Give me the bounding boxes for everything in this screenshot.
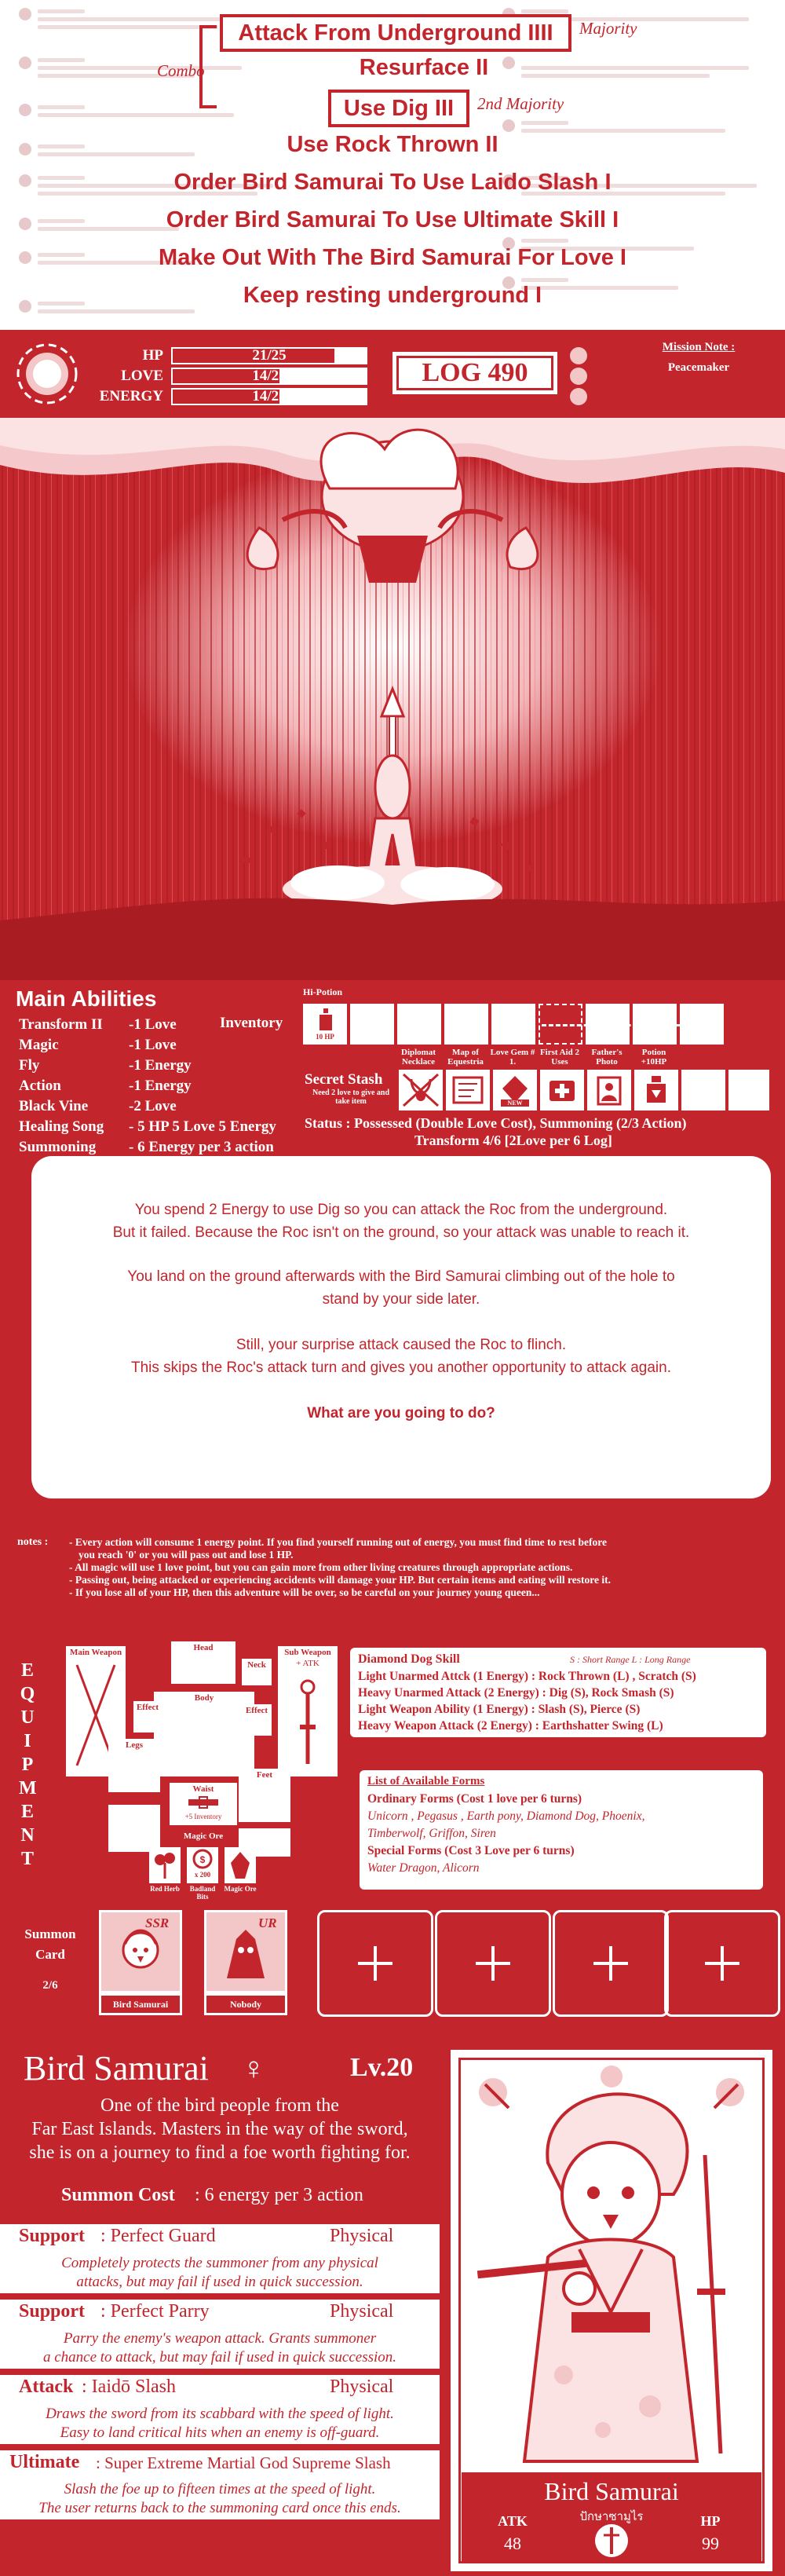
ability-name: Fly (19, 1057, 40, 1074)
ability-row (19, 1078, 192, 1095)
equipment-vertical-label: EQUIPMENT (19, 1660, 37, 1869)
dialog-line: But it failed. Because the Roc isn't on the ground, so your attack was unable to reach it. (112, 1224, 690, 1241)
item-label: Father's Photo (591, 1048, 623, 1067)
equip-slot-legs[interactable] (108, 1739, 160, 1792)
summon-card-bird-samurai[interactable] (99, 1910, 182, 2015)
skill-line: Light Unarmed Attck (1 Energy) : Rock Thrown (L) , Scratch (S) (358, 1670, 696, 1683)
ability-name: Magic (19, 1037, 59, 1053)
summon-name: Bird Samurai (24, 2049, 209, 2088)
skill-name: : Perfect Parry (100, 2301, 210, 2322)
main-abilities-title: Main Abilities (16, 986, 157, 1011)
crystal-icon (225, 1847, 256, 1883)
inventory-slot[interactable] (444, 1004, 488, 1045)
vote-option-3: Use Dig III (328, 90, 469, 127)
atk-value: 48 (504, 2534, 521, 2553)
summon-description: One of the bird people from the (100, 2095, 339, 2116)
hp-label: HP (142, 347, 163, 364)
item-red-herb[interactable] (149, 1847, 181, 1883)
summon-card-count: 2/6 (42, 1979, 58, 1992)
equip-slot-label: Head (193, 1643, 214, 1652)
stash-slot-necklace[interactable] (399, 1070, 443, 1111)
majority-note: Majority (579, 19, 637, 38)
hp-stat-label: HP (700, 2513, 721, 2529)
ability-cost: -1 Energy (129, 1078, 192, 1094)
special-forms-title: Special Forms (Cost 3 Love per 6 turns) (367, 1844, 575, 1857)
skill-type: Ultimate (9, 2452, 80, 2472)
skill-type: Support (19, 2226, 86, 2246)
equip-slot-label: Sub Weapon (284, 1648, 331, 1657)
herb-icon (149, 1847, 181, 1883)
dialog-line: You spend 2 Energy to use Dig so you can attack the Roc from the underground. (134, 1202, 668, 1218)
badland-bits-label: Badland Bits (189, 1885, 216, 1901)
indicator-dot-icon (570, 368, 587, 385)
hi-potion-hp-tag: 10 HP (316, 1033, 334, 1041)
portrait-name: Bird Samurai (544, 2477, 679, 2505)
item-label: Map of Equestria (447, 1048, 484, 1067)
equipment-panel (0, 1530, 785, 2040)
notes-label: notes : (17, 1536, 49, 1548)
sword-emblem-icon (589, 2521, 634, 2560)
comic-panel (0, 418, 785, 980)
vote-option-2: Resurface II (359, 55, 489, 80)
status-line: Status : Possessed (Double Love Cost), Summoning (2/3 Action) (305, 1115, 687, 1131)
gender-icon: ♀ (242, 2051, 265, 2086)
coin-icon (187, 1847, 218, 1871)
plus-icon (476, 1946, 510, 1981)
note-line: - If you lose all of your HP, then this adventure will be over, so be careful on your journey young queen... (69, 1586, 540, 1598)
summon-slot-empty[interactable] (553, 1910, 669, 2017)
hi-potion-label: Hi-Potion (303, 986, 342, 997)
secret-stash-note: Need 2 love to give and take item (312, 1089, 390, 1106)
equip-slot-label: Waist (192, 1784, 214, 1794)
equip-slot-neck[interactable] (242, 1659, 272, 1685)
ability-name: Transform II (19, 1016, 103, 1033)
story-dialog-box (31, 1156, 771, 1498)
skill-kind: Physical (330, 2226, 394, 2246)
love-label: LOVE (121, 368, 163, 384)
combo-note: Combo (157, 61, 205, 80)
equip-slot-label: Effect (245, 1706, 268, 1715)
equip-slot-extra-left[interactable] (108, 1805, 160, 1852)
bird-samurai-portrait-icon (117, 1927, 164, 1981)
ability-cost: -1 Energy (129, 1057, 192, 1074)
vote-option-7: Make Out With The Bird Samurai For Love I (159, 245, 626, 270)
inventory-slot[interactable] (397, 1004, 441, 1045)
portrait-subtitle: ปักษาซามูไร (579, 2509, 644, 2523)
photo-icon (589, 1071, 630, 1109)
atk-label: ATK (498, 2513, 528, 2529)
skill-desc: attacks, but may fail if used in quick succession. (76, 2274, 363, 2290)
ability-name: Black Vine (19, 1098, 89, 1114)
skill-name: : Super Extreme Martial God Supreme Slash (96, 2453, 391, 2472)
ability-name: Summoning (19, 1139, 97, 1155)
forms-panel (360, 1770, 763, 1890)
potion-icon (317, 1008, 334, 1032)
skill-name: : Iaidō Slash (82, 2377, 176, 2397)
skill-type: Support (19, 2301, 86, 2322)
summon-level: Lv.20 (350, 2053, 414, 2082)
ability-cost: -1 Love (129, 1037, 177, 1053)
ordinary-forms-list: Unicorn , Pegasus , Earth pony, Diamond Dog, Phoenix, (367, 1809, 645, 1823)
vote-results-panel (0, 0, 785, 330)
ability-row (19, 1037, 177, 1054)
stash-slot-potion[interactable] (634, 1070, 678, 1111)
vote-option-6: Order Bird Samurai To Use Ultimate Skill I (166, 207, 619, 232)
vote-option-5: Order Bird Samurai To Use Laido Slash I (173, 170, 612, 195)
summon-slot-empty[interactable] (664, 1910, 780, 2017)
stash-slot-first-aid[interactable] (540, 1070, 584, 1111)
dialog-line: stand by your side later. (322, 1291, 480, 1308)
panel-title: Diamond Dog Skill (358, 1652, 460, 1666)
nobody-portrait-icon (221, 1923, 271, 1986)
ability-name: Action (19, 1078, 61, 1094)
skill-type: Attack (19, 2377, 74, 2397)
love-value: 14/25 (252, 368, 287, 384)
note-line: - Every action will consume 1 energy point. If you find yourself running out of energy, you must find time to rest before (69, 1536, 607, 1548)
card-name: Nobody (206, 1996, 285, 2013)
stash-slot[interactable] (728, 1070, 769, 1111)
mission-note-value: Peacemaker (667, 361, 730, 374)
stash-slot[interactable] (681, 1070, 725, 1111)
special-forms-list: Water Dragon, Alicorn (367, 1861, 480, 1875)
secret-stash-label: Secret Stash (305, 1071, 383, 1088)
new-badge: NEW (507, 1100, 523, 1107)
summon-detail-card (0, 2040, 785, 2576)
summon-description: she is on a journey to find a foe worth fighting for. (29, 2142, 411, 2163)
summon-cost-value: : 6 energy per 3 action (195, 2185, 363, 2205)
plus-icon (593, 1946, 628, 1981)
card-rarity: SSR (145, 1916, 170, 1930)
item-label: Diplomat Necklace (401, 1048, 436, 1067)
summon-card-label: Summon Card (24, 1927, 76, 1962)
summon-description: Far East Islands. Masters in the way of the sword, (31, 2119, 408, 2139)
card-name: Bird Samurai (101, 1996, 180, 2013)
equip-slot-label: Magic Ore (183, 1831, 224, 1841)
skill-kind: Physical (330, 2377, 394, 2397)
equip-slot-stat: + ATK (296, 1659, 319, 1668)
item-label: Love Gem # 1. (490, 1048, 535, 1067)
note-line: - Passing out, being attacked or experiencing accidents will damage your HP. But certain items and eating will restore it. (69, 1574, 611, 1586)
dialog-line: You land on the ground afterwards with the Bird Samurai climbing out of the hole to (127, 1268, 675, 1285)
dialog-question: What are you going to do? (307, 1405, 495, 1422)
skill-line: Heavy Weapon Attack (2 Energy) : Earthshatter Swing (L) (358, 1719, 663, 1733)
inventory-slot[interactable] (491, 1004, 535, 1045)
energy-label: ENERGY (99, 388, 163, 404)
equip-slot-label: Body (194, 1693, 214, 1703)
indicator-dot-icon (570, 388, 587, 405)
equip-slot-feet[interactable] (239, 1769, 290, 1822)
skill-line: Light Weapon Ability (1 Energy) : Slash (S), Pierce (S) (358, 1703, 641, 1716)
equip-slot-sub-weapon[interactable] (278, 1646, 338, 1776)
ordinary-forms-list: Timberwolf, Griffon, Siren (367, 1827, 496, 1840)
bird-samurai-illustration (462, 2061, 761, 2469)
stash-slot-love-gem[interactable] (493, 1070, 537, 1111)
ordinary-forms-title: Ordinary Forms (Cost 1 love per 6 turns) (367, 1792, 582, 1806)
card-rarity: UR (258, 1916, 277, 1930)
ability-name: Healing Song (19, 1118, 104, 1135)
stash-slot-map[interactable] (446, 1070, 490, 1111)
ability-row (19, 1057, 192, 1074)
comic-illustration (0, 418, 785, 980)
ability-cost: - 5 HP 5 Love 5 Energy (129, 1118, 276, 1135)
magic-ore-label: Magic Ore (224, 1885, 257, 1893)
range-note: S : Short Range L : Long Range (570, 1654, 691, 1665)
belt-icon (188, 1795, 218, 1809)
ability-row (19, 1139, 274, 1156)
indicator-dot-icon (570, 347, 587, 364)
summon-slot-empty[interactable] (435, 1910, 551, 2017)
svg-text:$: $ (199, 1854, 206, 1865)
equip-slot-magic-ore[interactable] (154, 1828, 253, 1846)
status-bar (0, 330, 785, 418)
hp-value: 21/25 (252, 347, 287, 364)
plus-icon (358, 1946, 392, 1981)
skill-kind: Physical (330, 2301, 394, 2322)
ability-cost: -1 Love (129, 1016, 177, 1033)
skill-desc: Completely protects the summoner from any physical (61, 2255, 378, 2271)
equip-slot-head[interactable] (171, 1641, 236, 1684)
waist-note: +5 Inventory (184, 1813, 222, 1820)
skill-desc: Draws the sword from its scabbard with the speed of light. (46, 2406, 394, 2422)
stash-slot-photo[interactable] (587, 1070, 631, 1111)
transform-line: Transform 4/6 [2Love per 6 Log] (414, 1132, 612, 1148)
ability-row (19, 1098, 177, 1115)
inventory-slot-hi-potion[interactable] (303, 1004, 347, 1045)
skill-desc: Slash the foe up to fifteen times at the speed of light. (64, 2481, 376, 2497)
summon-slot-empty[interactable] (317, 1910, 433, 2017)
skill-desc: The user returns back to the summoning card once this ends. (38, 2500, 401, 2516)
equip-slot-label: Effect (136, 1703, 159, 1712)
mission-note-title: Mission Note : (662, 341, 736, 353)
abilities-panel (0, 980, 785, 1530)
locked-slots-divider (542, 1024, 722, 1026)
equip-slot-label: Legs (126, 1740, 143, 1750)
ability-row (19, 1016, 177, 1034)
log-counter: LOG 490 (392, 352, 557, 394)
energy-value: 14/25 (252, 388, 287, 404)
vote-option-8: Keep resting underground I (243, 283, 542, 308)
panel-title: List of Available Forms (367, 1775, 485, 1787)
note-line: you reach '0' or you will pass out and lose 1 HP. (78, 1549, 294, 1561)
equip-slot-label: Feet (256, 1770, 273, 1780)
ability-row (19, 1118, 276, 1136)
necklace-icon (400, 1071, 441, 1109)
summon-cost-label: Summon Cost (61, 2185, 175, 2205)
inventory-slot[interactable] (350, 1004, 394, 1045)
katana-icon (292, 1678, 323, 1772)
inventory-label: Inventory (220, 1015, 283, 1031)
vote-option-4: Use Rock Thrown II (287, 132, 498, 157)
potion-icon (636, 1071, 677, 1109)
first-aid-icon (542, 1071, 582, 1109)
hp-stat-value: 99 (702, 2534, 719, 2553)
ability-cost: -2 Love (129, 1098, 177, 1114)
skill-line: Heavy Unarmed Attack (2 Energy) : Dig (S), Rock Smash (S) (358, 1686, 674, 1700)
dialog-line: Still, your surprise attack caused the Roc to flinch. (236, 1337, 567, 1353)
summon-portrait-card (451, 2050, 772, 2571)
skill-desc: Parry the enemy's weapon attack. Grants summoner (63, 2330, 377, 2347)
equip-slot-effect[interactable] (133, 1701, 162, 1733)
equip-slot-effect-2[interactable] (242, 1704, 272, 1736)
sun-emblem-icon (16, 342, 78, 405)
equip-slot-body[interactable] (154, 1692, 254, 1776)
note-line: - All magic will use 1 love point, but you can gain more from other living creatures through appropriate actions. (69, 1561, 573, 1573)
ability-cost: - 6 Energy per 3 action (129, 1139, 274, 1155)
item-label: First Aid 2 Uses (539, 1048, 580, 1067)
second-majority-note: 2nd Majority (477, 94, 564, 113)
equip-slot-label: Neck (247, 1660, 266, 1670)
map-icon (447, 1071, 488, 1109)
equip-slot-waist[interactable] (170, 1783, 237, 1825)
item-magic-ore[interactable] (225, 1847, 256, 1883)
skill-name: : Perfect Guard (100, 2226, 216, 2246)
dialog-line: This skips the Roc's attack turn and gives you another opportunity to attack again. (130, 1359, 671, 1376)
plus-icon (705, 1946, 739, 1981)
item-badland-bits[interactable] (187, 1847, 218, 1883)
skill-desc: a chance to attack, but may fail if used in quick succession. (42, 2349, 397, 2366)
item-label: Potion +10HP (641, 1048, 667, 1067)
skill-desc: Easy to land critical hits when an enemy is off-guard. (60, 2424, 380, 2441)
bits-value: x 200 (194, 1871, 211, 1879)
equip-slot-label: Main Weapon (69, 1648, 122, 1657)
summon-card-nobody[interactable] (204, 1910, 287, 2015)
red-herb-label: Red Herb (150, 1885, 180, 1893)
diamond-dog-skill-panel (350, 1648, 766, 1737)
vote-option-1: Attack From Underground IIII (220, 14, 571, 52)
